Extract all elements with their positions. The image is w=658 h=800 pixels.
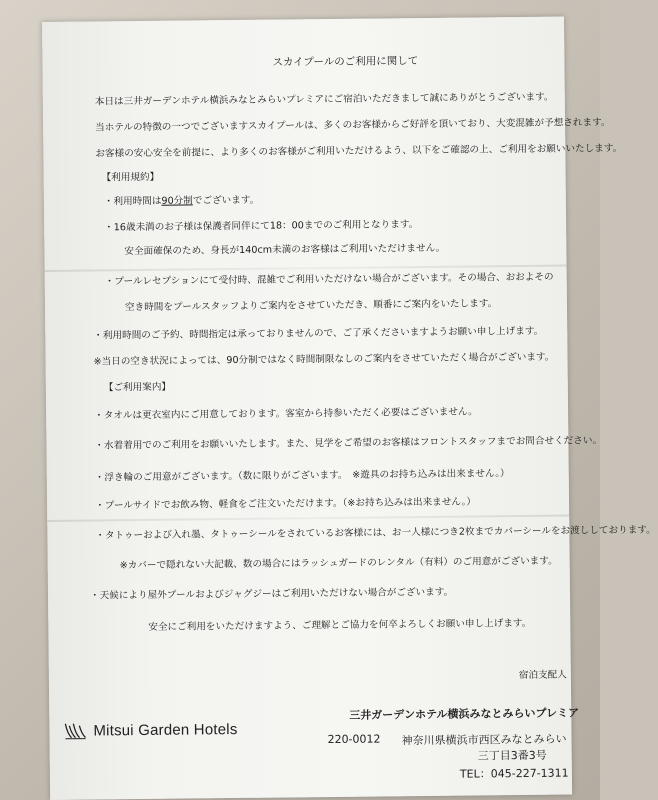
brand-logo	[63, 720, 237, 740]
address-line-1: 神奈川県横浜市西区みなとみらい	[401, 732, 567, 748]
rule-1-duration: 90分制	[161, 195, 193, 207]
rule-2: ・16歳未満のお子様は保護者同伴にて18：00までのご利用となります。	[104, 219, 419, 234]
paragraph-1: 本日は三井ガーデンホテル横浜みなとみらいプレミアにご宿泊いただきまして誠にありがとうございます。	[94, 91, 554, 108]
address-line-2: 三丁目3番3号	[477, 748, 547, 763]
rule-2-sub: 安全面確保のため、身長が140cm未満のお客様はご利用いただけません。	[124, 242, 446, 258]
paper-fold-line	[47, 515, 569, 522]
rules-heading: 【利用規約】	[101, 171, 160, 184]
hotel-address-block	[327, 704, 580, 781]
rule-3-continued: 空き時間をプールスタッフよりご案内をさせていただき、順番にご案内をいたします。	[124, 298, 498, 314]
guide-2: ・水着着用でのご利用をお願いいたします。また、見学をご希望のお客様はフロントスタッフまでお問合せください。	[94, 435, 603, 452]
paragraph-3: お客様の安心安全を前提に、より多くのお客様がご利用いただけるよう、以下をご確認の上、ご利用をお願いいたします。	[95, 142, 623, 160]
rule-1	[104, 196, 259, 207]
rule-1-suffix: でございます。	[192, 194, 260, 207]
rule-note: ※当日の空き状況によっては、90分制ではなく時間制限なしのご案内をさせていただく場合がございます。	[93, 351, 555, 368]
paragraph-2: 当ホテルの特徴の一つでございますスカイプールは、多くのお客様からご好評を頂いており、大変混雑が予想されます。	[95, 117, 611, 134]
rule-1-prefix: ・利用時間は	[103, 195, 162, 208]
hotel-name: 三井ガーデンホテル横浜みなとみらいプレミア	[349, 706, 580, 722]
signature: 宿泊支配人	[518, 669, 567, 682]
guide-5: ・タトゥーおよび入れ墨、タトゥーシールをされているお客様には、お一人様につき2枚までカバーシールをお渡ししております。	[95, 524, 656, 542]
telephone: TEL：045-227-1311	[459, 766, 569, 781]
guide-3: ・浮き輪のご用意がございます。（数に限りがございます。 ※遊具のお持ち込みは出来ません。）	[94, 468, 510, 484]
letter-title: スカイプールのご利用に関して	[272, 55, 419, 69]
guide-heading: 【ご利用案内】	[103, 381, 172, 394]
paper-fold-line	[45, 265, 567, 272]
guide-5-sub: ※カバーで隠れない大記載、数の場合にはラッシュガードのレンタル（有料）のご用意がございます。	[119, 555, 558, 572]
guide-6: ・天候により屋外プールおよびジャグジーはご利用いただけない場合がございます。	[89, 586, 454, 602]
rule-4: ・利用時間のご予約、時間指定は承っておりませんので、ご了承くださいますようお願い申し上げます。	[93, 325, 544, 342]
guide-4: ・プールサイドでお飲み物、軽食をご注文いただけます。（※お持ち込みは出来ません。）	[95, 496, 476, 512]
closing-text: 安全にご利用をいただけますよう、ご理解とご協力を何卒よろしくお願い申し上げます。	[148, 617, 532, 633]
guide-1: ・タオルは更衣室内にご用意しております。客室から持参いただく必要はございません。	[94, 406, 478, 422]
brand-name: Mitsui Garden Hotels	[93, 720, 238, 739]
postal-code: 220-0012	[327, 732, 381, 747]
rule-3: ・プールレセプションにて受付時、混雑でご利用いただけない場合がございます。その場合、おおよその	[104, 271, 554, 288]
mitsui-garden-logo-icon	[63, 722, 87, 740]
letter-paper	[42, 17, 656, 800]
